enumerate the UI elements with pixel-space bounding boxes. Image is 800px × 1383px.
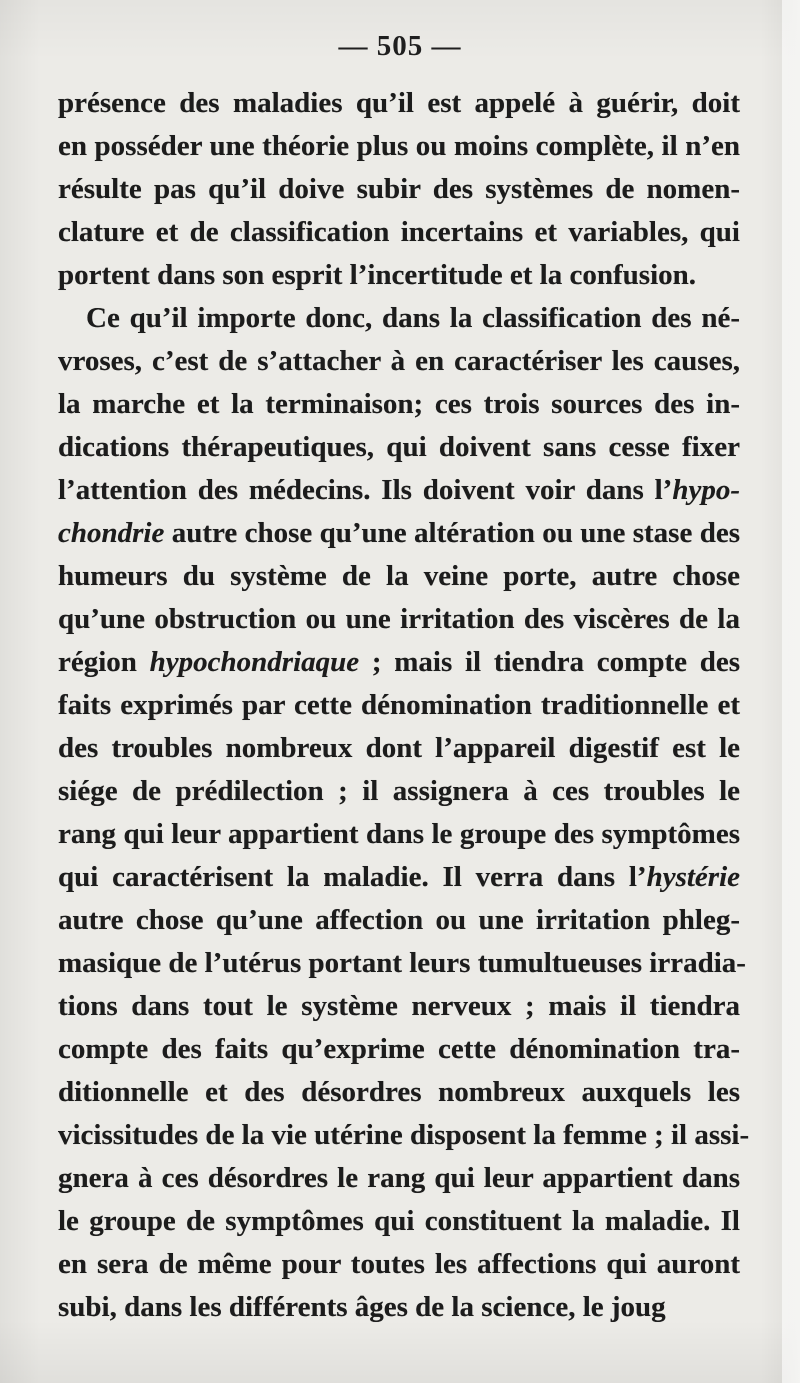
text-segment: région: [58, 646, 150, 678]
text-line: [58, 297, 740, 340]
text-line: [58, 813, 740, 856]
italic-term: chondrie: [58, 517, 165, 549]
text-segment: tions dans tout le système nerveux ; mais il tiendra: [58, 990, 740, 1022]
text-segment: en sera de même pour toutes les affections qui auront: [58, 1248, 740, 1280]
text-segment: des troubles nombreux dont l’appareil digestif est le: [58, 732, 740, 764]
text-segment: autre chose qu’une affection ou une irritation phleg-: [58, 904, 740, 936]
italic-term: hypochondriaque: [149, 646, 360, 678]
text-segment: autre chose qu’une altération ou une stase des: [164, 517, 740, 549]
text-line: [58, 598, 740, 641]
italic-term: hypo-: [672, 474, 740, 506]
text-line: [58, 555, 740, 598]
text-segment: Ce qu’il importe donc, dans la classification des né-: [86, 302, 740, 334]
text-segment: ditionnelle et des désordres nombreux auxquels les: [58, 1076, 740, 1108]
text-line: [58, 512, 740, 555]
text-line: [58, 426, 740, 469]
text-line: [58, 211, 740, 254]
text-line: [58, 1114, 750, 1157]
text-line: [58, 469, 740, 512]
text-line: [58, 641, 740, 684]
text-line: [58, 340, 740, 383]
text-segment: qui caractérisent la maladie. Il verra dans l’: [58, 861, 647, 893]
text-line: [58, 727, 740, 770]
text-segment: subi, dans les différents âges de la science, le joug: [58, 1291, 666, 1323]
text-segment: dications thérapeutiques, qui doivent sans cesse fixer: [58, 431, 740, 463]
text-segment: qu’une obstruction ou une irritation des viscères de la: [58, 603, 740, 635]
text-line: [58, 985, 740, 1028]
text-line: [58, 383, 740, 426]
text-line: [58, 1157, 740, 1200]
text-segment: siége de prédilection ; il assignera à ces troubles le: [58, 775, 740, 807]
text-segment: humeurs du système de la veine porte, autre chose: [58, 560, 740, 592]
text-segment: en posséder une théorie plus ou moins complète, il n’en: [58, 130, 740, 162]
text-segment: compte des faits qu’exprime cette dénomination tra-: [58, 1033, 740, 1065]
text-line: [58, 1071, 740, 1114]
text-segment: portent dans son esprit l’incertitude et la confusion.: [58, 259, 696, 291]
text-line: [58, 254, 740, 297]
text-line: [58, 168, 740, 211]
text-line: [58, 82, 740, 125]
text-segment: vroses, c’est de s’attacher à en caractériser les causes,: [58, 345, 740, 377]
text-line: [58, 856, 740, 899]
text-line: [58, 899, 740, 942]
text-segment: faits exprimés par cette dénomination traditionnelle et: [58, 689, 740, 721]
text-segment: ; mais il tiendra compte des: [359, 646, 740, 678]
text-line: [58, 1200, 740, 1243]
text-segment: gnera à ces désordres le rang qui leur appartient dans: [58, 1162, 740, 1194]
text-line: [58, 1028, 740, 1071]
text-segment: vicissitudes de la vie utérine disposent la femme ; il assi-: [58, 1119, 750, 1151]
text-segment: l’attention des médecins. Ils doivent voir dans l’: [58, 474, 673, 506]
text-line: [58, 125, 740, 168]
text-line: [58, 1243, 740, 1286]
text-segment: la marche et la terminaison; ces trois sources des in-: [58, 388, 740, 420]
page-edge: [782, 0, 800, 1383]
text-line: [58, 684, 740, 727]
text-segment: masique de l’utérus portant leurs tumultueuses irradia-: [58, 947, 746, 979]
text-line: [58, 942, 746, 985]
page-number: — 505 —: [338, 30, 462, 62]
text-segment: résulte pas qu’il doive subir des systèmes de nomen-: [58, 173, 740, 205]
text-segment: présence des maladies qu’il est appelé à guérir, doit: [58, 87, 740, 119]
text-line: [58, 770, 740, 813]
text-segment: clature et de classification incertains et variables, qui: [58, 216, 740, 248]
text-segment: rang qui leur appartient dans le groupe des symptômes: [58, 818, 740, 850]
text-segment: le groupe de symptômes qui constituent la maladie. Il: [58, 1205, 740, 1237]
body-text: [58, 82, 750, 1329]
text-line: [58, 1286, 740, 1329]
italic-term: hystérie: [646, 861, 740, 893]
